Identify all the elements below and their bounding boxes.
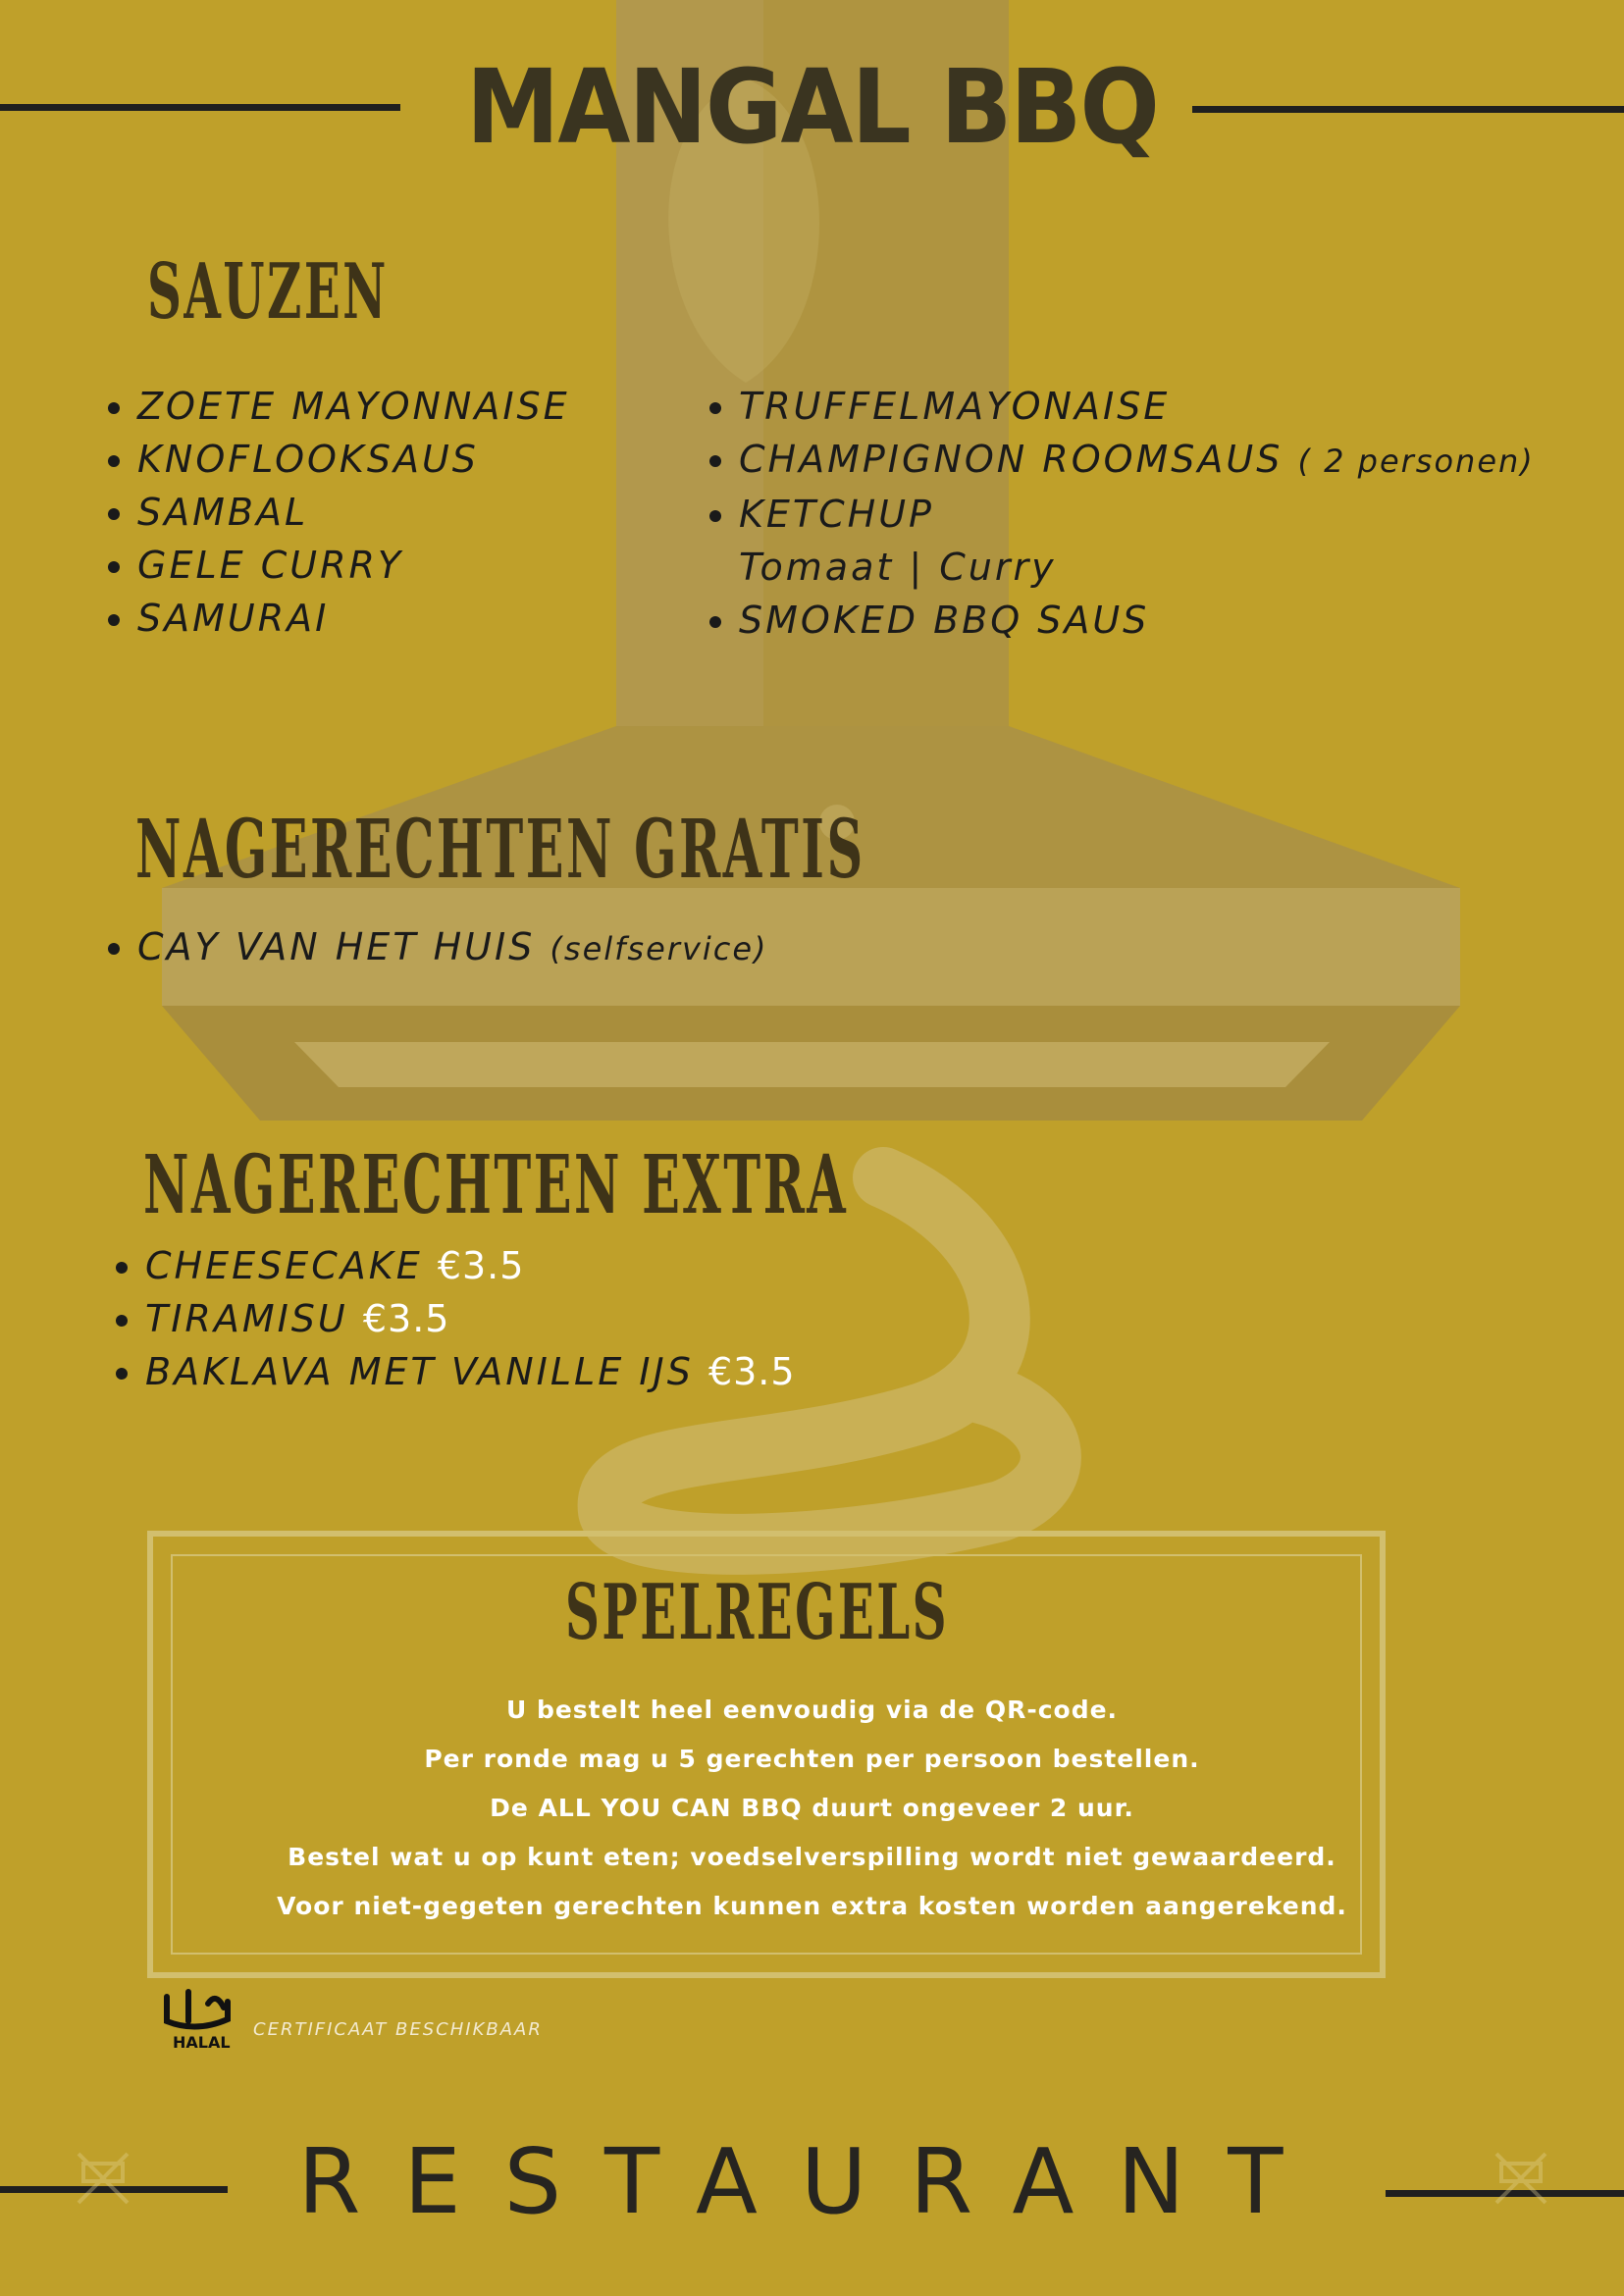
rule-line: Per ronde mag u 5 gerechten per persoon bestellen.: [424, 1745, 1200, 1773]
halal-logo-glyph: [167, 1992, 228, 2027]
section-title-sauzen: SAUZEN: [147, 247, 389, 337]
item-name: BAKLAVA MET VANILLE IJS: [145, 1350, 694, 1393]
rule-line: Bestel wat u op kunt eten; voedselverspilling wordt niet gewaardeerd.: [288, 1843, 1336, 1871]
item-name: CHEESECAKE: [145, 1244, 423, 1287]
item-price: €3.5: [437, 1244, 525, 1287]
item-price: €3.5: [362, 1297, 450, 1340]
list-item: [137, 920, 768, 975]
section-title-nagerechten-gratis: NAGERECHTEN GRATIS: [135, 803, 865, 897]
item-price: €3.5: [707, 1350, 796, 1393]
list-item: [739, 433, 1535, 488]
rule-line: Voor niet-gegeten gerechten kunnen extra kosten worden aangerekend.: [277, 1892, 1347, 1920]
footer-restaurant-word: RESTAURANT: [297, 2129, 1327, 2234]
list-item: • ZOETE MAYONNAISE: [137, 380, 570, 433]
hood-inner: [294, 1042, 1330, 1087]
list-item: [145, 1292, 796, 1345]
sauzen-list-right: [692, 380, 1535, 647]
sauzen-list-left: [90, 380, 570, 645]
nagerechten-extra-list: [98, 1239, 796, 1398]
item-name: SMOKED BBQ SAUS: [739, 599, 1150, 642]
list-item: [739, 594, 1535, 647]
list-item: [145, 1239, 796, 1292]
section-title-nagerechten-extra: NAGERECHTEN EXTRA: [143, 1138, 849, 1232]
list-item: • GELE CURRY: [137, 539, 570, 592]
rule-line: U bestelt heel eenvoudig via de QR-code.: [505, 1696, 1119, 1724]
item-name: TIRAMISU: [145, 1297, 348, 1340]
halal-certificate-text: CERTIFICAAT BESCHIKBAAR: [253, 2019, 543, 2040]
item-name: CAY VAN HET HUIS: [137, 925, 536, 968]
halal-label: HALAL: [173, 2033, 231, 2052]
list-item: • KNOFLOOKSAUS: [137, 433, 570, 486]
item-name: KETCHUP: [739, 493, 934, 536]
list-item: [739, 488, 1535, 541]
item-name: CHAMPIGNON ROOMSAUS: [739, 438, 1283, 481]
nagerechten-gratis-list: [90, 920, 768, 975]
rule-line: De ALL YOU CAN BBQ duurt ongeveer 2 uur.: [490, 1794, 1134, 1822]
ketchup-variants: Tomaat | Curry: [739, 546, 1057, 589]
list-item: • SAMURAI: [137, 592, 570, 645]
list-item: [145, 1345, 796, 1398]
list-item: [739, 380, 1535, 433]
item-note: (selfservice): [550, 930, 768, 967]
restaurant-title: MANGAL BBQ: [465, 47, 1158, 167]
item-note: ( 2 personen): [1297, 443, 1535, 480]
item-name: TRUFFELMAYONAISE: [739, 385, 1171, 428]
section-title-spelregels: SPELREGELS: [565, 1568, 950, 1657]
list-item: • SAMBAL: [137, 486, 570, 539]
